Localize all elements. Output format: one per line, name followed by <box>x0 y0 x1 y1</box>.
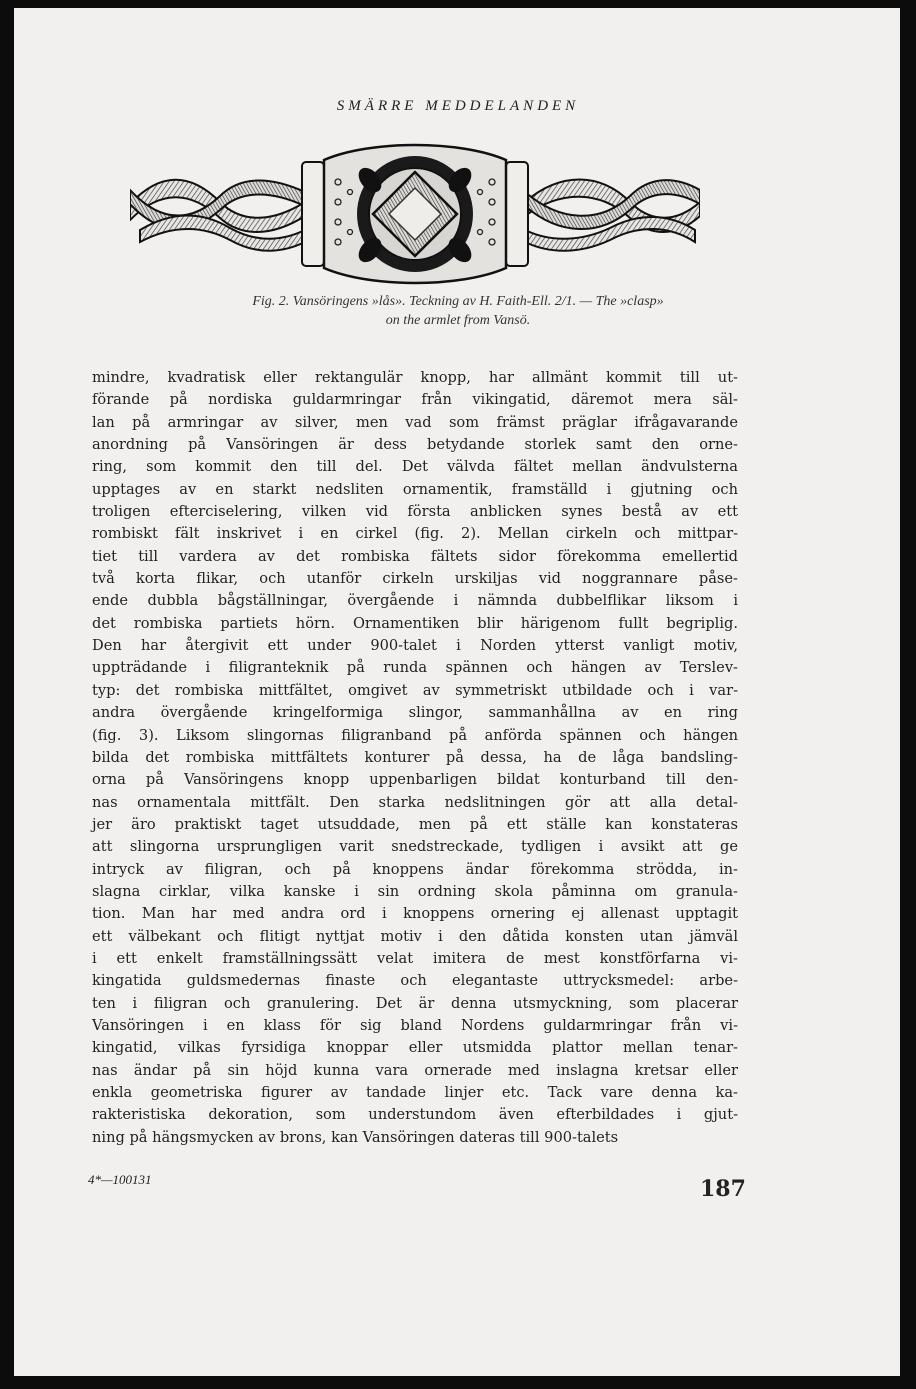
body-line: anordning på Vansöringen är dess betydande storlek samt den orne- <box>92 436 738 454</box>
page-number: 187 <box>700 1176 746 1202</box>
armlet-clasp-illustration <box>130 132 700 292</box>
body-line: tion. Man har med andra ord i knoppens ornering ej allenast upptagit <box>92 905 738 923</box>
body-line: intryck av filigran, och på knoppens ändar förekomma strödda, in- <box>92 860 738 878</box>
body-text <box>92 367 738 1149</box>
body-line: förande på nordiska guldarmringar från vikingatid, däremot mera säl- <box>92 391 738 409</box>
body-line: (fig. 3). Liksom slingornas filigranband på anförda spännen och hängen <box>92 726 738 744</box>
body-line: kingatid, vilkas fyrsidiga knoppar eller utsmidda plattor mellan tenar- <box>92 1039 738 1057</box>
body-line: Den har återgivit ett under 900-talet i Norden ytterst vanligt motiv, <box>92 637 738 655</box>
running-head: SMÄRRE MEDDELANDEN <box>336 98 580 114</box>
body-line: rombiskt fält inskrivet i en cirkel (fig. 2). Mellan cirkeln och mittpar- <box>92 525 738 543</box>
body-line: slagna cirklar, vilka kanske i sin ordning skola påminna om granula- <box>92 882 738 900</box>
body-line: jer äro praktiskt taget utsuddade, men på ett ställe kan konstateras <box>92 815 738 833</box>
body-line: i ett enkelt framställningssätt velat imitera de mest konstförfarna vi- <box>92 949 738 967</box>
body-line: enkla geometriska figurer av tandade linjer etc. Tack vare denna ka- <box>92 1084 738 1101</box>
body-line: upptages av en starkt nedsliten ornamentik, framställd i gjutning och <box>92 480 738 498</box>
body-line: uppträdande i filigranteknik på runda spännen och hängen av Terslev- <box>92 659 738 677</box>
body-line: det rombiska partiets hörn. Ornamentiken blir härigenom fullt begriplig. <box>92 614 738 632</box>
body-line: att slingorna ursprungligen varit snedstreckade, tydligen i avsikt att ge <box>92 838 738 856</box>
body-line: ten i filigran och granulering. Det är denna utsmyckning, som placerar <box>92 994 738 1012</box>
body-line: typ: det rombiska mittfältet, omgivet av symmetriskt utbildade och i var- <box>92 681 738 699</box>
body-line: ring, som kommit den till del. Det välvda fältet mellan ändvulsterna <box>92 458 738 476</box>
body-line: troligen efterciselering, vilken vid första anblicken synes bestå av ett <box>92 503 738 521</box>
figure-caption <box>0 292 916 330</box>
body-line: orna på Vansöringens knopp uppenbarligen bildat konturband till den- <box>92 771 738 789</box>
body-line: ett välbekant och flitigt nyttjat motiv i den dåtida konsten utan jämväl <box>92 927 738 945</box>
body-line: lan på armringar av silver, men vad som främst präglar ifrågavarande <box>92 413 738 431</box>
body-line: tiet till vardera av det rombiska fältets sidor förekomma emellertid <box>92 547 738 565</box>
body-line: två korta flikar, och utanför cirkeln urskiljas vid noggrannare påse- <box>92 570 738 588</box>
body-line: rakteristiska dekoration, som understundom även efterbildades i gjut- <box>92 1106 738 1124</box>
body-line: ning på hängsmycken av brons, kan Vansöringen dateras till 900-talets <box>92 1128 619 1146</box>
body-line: kingatida guldsmedernas finaste och elegantaste uttrycksmedel: arbe- <box>92 972 738 990</box>
footer-code: 4*—100131 <box>88 1172 152 1187</box>
body-line: andra övergående kringelformiga slingor, sammanhållna av en ring <box>92 704 738 722</box>
body-line: Vansöringen i en klass för sig bland Nordens guldarmringar från vi- <box>92 1016 738 1034</box>
caption-line-1: Fig. 2. Vansöringens »lås». Teckning av H. Faith-Ell. 2/1. — The »clasp» <box>252 294 664 309</box>
body-line: nas ändar på sin höjd kunna vara ornerade med inslagna kretsar eller <box>92 1061 738 1079</box>
body-line: nas ornamentala mittfält. Den starka nedslitningen gör att alla detal- <box>92 793 738 811</box>
caption-line-2: on the armlet from Vansö. <box>385 313 531 328</box>
body-line: ende dubbla bågställningar, övergående i nämnda dubbelflikar liksom i <box>92 592 738 610</box>
body-line: mindre, kvadratisk eller rektangulär knopp, har allmänt kommit till ut- <box>92 369 738 386</box>
body-line: bilda det rombiska mittfältets konturer på dessa, ha de låga bandsling- <box>92 748 738 766</box>
